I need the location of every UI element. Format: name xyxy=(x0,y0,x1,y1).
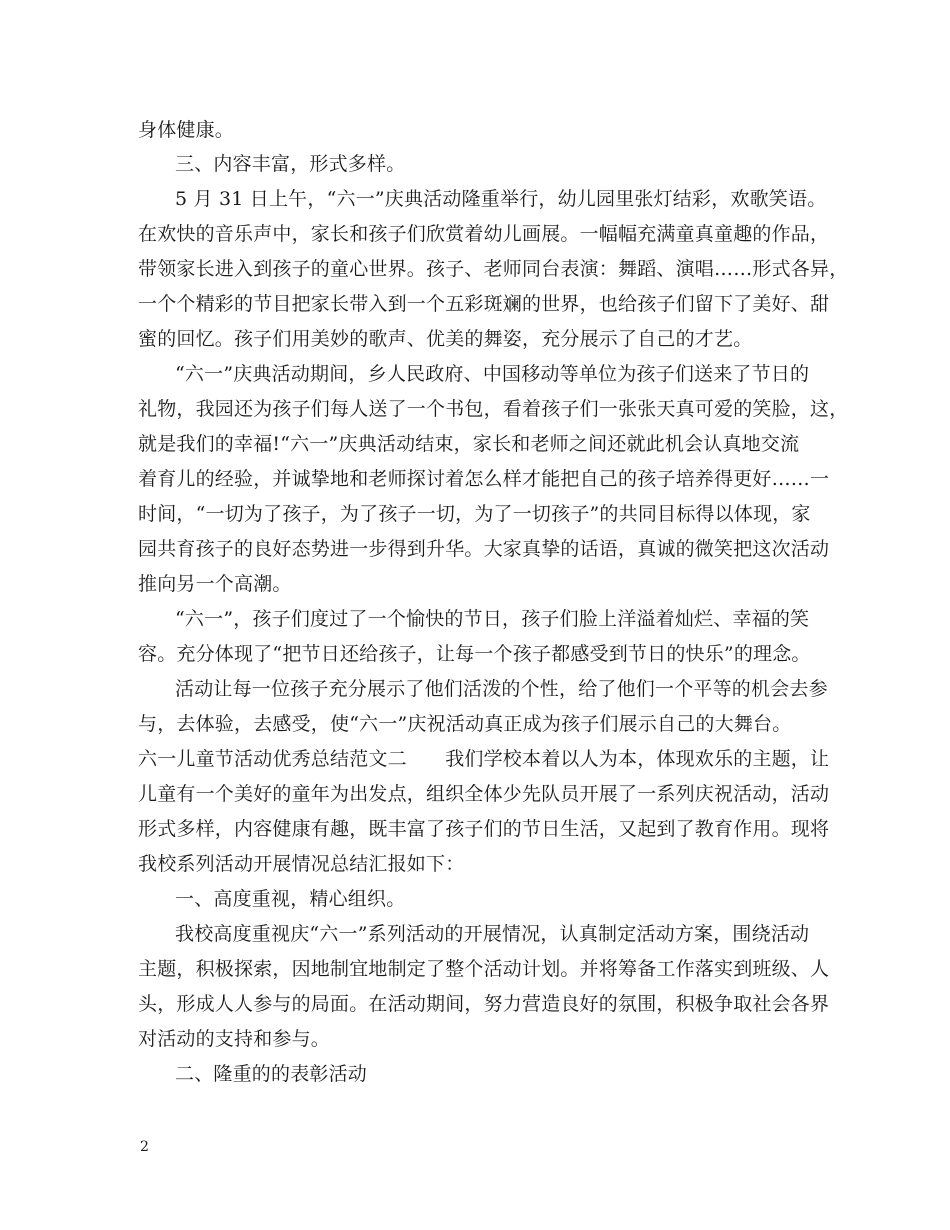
page-number: 2 xyxy=(140,1139,149,1155)
text-line: 园共育孩子的良好态势进一步得到升华。大家真挚的话语，真诚的微笑把这次活动 xyxy=(138,538,830,560)
text-line: 推向另一个高潮。 xyxy=(138,573,292,595)
text-line: “六一”庆典活动期间，乡人民政府、中国移动等单位为孩子们送来了节日的 xyxy=(175,363,810,385)
text-line: 活动让每一位孩子充分展示了他们活泼的个性，给了他们一个平等的机会去参 xyxy=(175,678,828,700)
section-heading: 三、内容丰富，形式多样。 xyxy=(175,153,406,175)
text-line: 礼物，我园还为孩子们每人送了一个书包，看着孩子们一张张天真可爱的笑脸，这， xyxy=(138,398,849,420)
text-line: 与，去体验，去感受，使“六一”庆祝活动真正成为孩子们展示自己的大舞台。 xyxy=(138,713,792,735)
text-line: 着育儿的经验，并诚挚地和老师探讨着怎么样才能把自己的孩子培养得更好……一 xyxy=(138,468,830,490)
text-line: 就是我们的幸福!“六一”庆典活动结束，家长和老师之间还就此机会认真地交流 xyxy=(138,433,800,455)
section-heading: 二、隆重的的表彰活动 xyxy=(175,1063,368,1085)
text-line: 在欢快的音乐声中，家长和孩子们欣赏着幼儿画展。一幅幅充满童真童趣的作品， xyxy=(138,223,830,245)
text-line: 5 月 31 日上午，“六一”庆典活动隆重举行，幼儿园里张灯结彩，欢歌笑语。 xyxy=(175,188,827,210)
text-line: 一个个精彩的节目把家长带入到一个五彩斑斓的世界，也给孩子们留下了美好、甜 xyxy=(138,293,830,315)
text-line: 容。充分体现了“把节日还给孩子，让每一个孩子都感受到节日的快乐”的理念。 xyxy=(138,643,811,665)
text-line: 形式多样，内容健康有趣，既丰富了孩子们的节日生活，又起到了教育作用。现将 xyxy=(138,818,830,840)
text-line: 我校高度重视庆“六一”系列活动的开展情况，认真制定活动方案，围绕活动 xyxy=(175,923,810,945)
text-line: 时间，“一切为了孩子，为了孩子一切，为了一切孩子”的共同目标得以体现，家 xyxy=(138,503,811,525)
text-line: 身体健康。 xyxy=(138,119,235,141)
text-line: 儿童有一个美好的童年为出发点，组织全体少先队员开展了一系列庆祝活动，活动 xyxy=(138,783,830,805)
text-line: 蜜的回忆。孩子们用美妙的歌声、优美的舞姿，充分展示了自己的才艺。 xyxy=(138,328,753,350)
text-line: 头，形成人人参与的局面。在活动期间，努力营造良好的氛围，积极争取社会各界 xyxy=(138,993,830,1015)
section-heading: 一、高度重视，精心组织。 xyxy=(175,888,406,910)
text-line: “六一”，孩子们度过了一个愉快的节日，孩子们脸上洋溢着灿烂、幸福的笑 xyxy=(175,608,810,630)
text-line: 我校系列活动开展情况总结汇报如下： xyxy=(138,853,465,875)
text-line: 六一儿童节活动优秀总结范文二 我们学校本着以人为本，体现欢乐的主题，让 xyxy=(138,748,830,770)
text-line: 带领家长进入到孩子的童心世界。孩子、老师同台表演：舞蹈、演唱……形式各异， xyxy=(138,258,849,280)
text-line: 主题，积极探索，因地制宜地制定了整个活动计划。并将筹备工作落实到班级、人 xyxy=(138,958,830,980)
text-line: 对活动的支持和参与。 xyxy=(138,1028,331,1050)
